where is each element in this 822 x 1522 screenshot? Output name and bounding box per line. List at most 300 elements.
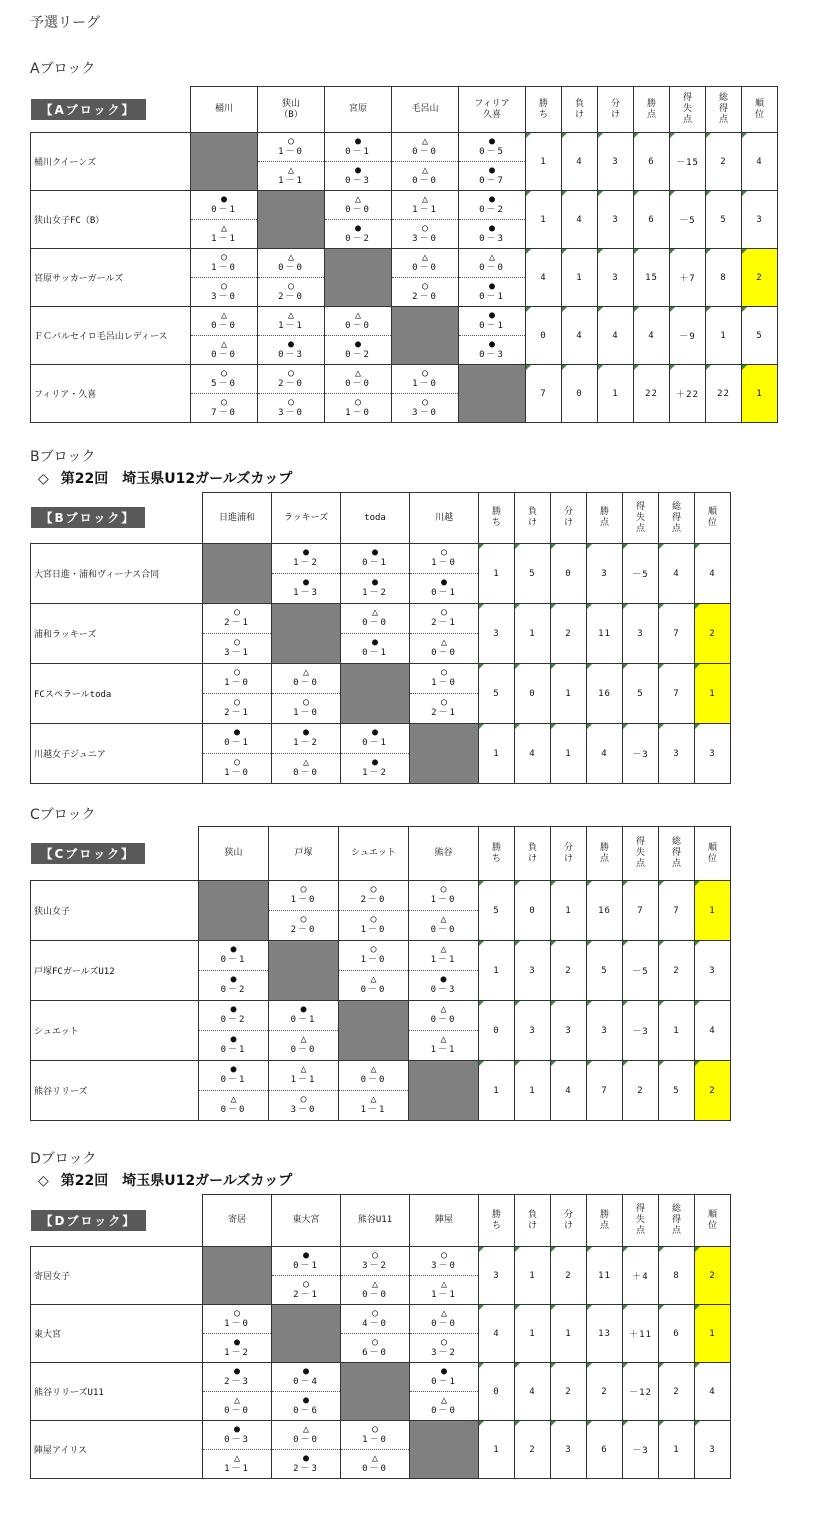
stat-header: 勝 ち xyxy=(479,493,515,544)
result-symbol-icon: ● xyxy=(233,1365,241,1377)
match-score: 0－1 xyxy=(224,738,250,748)
block-label-cell xyxy=(31,827,199,881)
result-symbol-icon: ● xyxy=(302,547,310,558)
block-label-cell xyxy=(31,87,191,133)
result-symbol-icon: △ xyxy=(370,1094,377,1105)
goals-for-cell: 5 xyxy=(706,191,742,249)
result-symbol-icon: ● xyxy=(371,727,379,738)
block-label: 【Bブロック】 xyxy=(31,507,146,528)
first-leg-result xyxy=(325,133,392,162)
match-score: 3－0 xyxy=(290,1105,317,1115)
goals-for-cell: 8 xyxy=(659,1247,695,1305)
wins-cell: 0 xyxy=(479,1363,515,1421)
first-leg-result xyxy=(258,365,325,394)
match-score: 0－0 xyxy=(293,768,319,778)
losses-cell: 1 xyxy=(515,604,551,664)
result-symbol-icon: ● xyxy=(440,1365,448,1377)
match-score: 0－0 xyxy=(412,262,438,273)
match-score: 2－0 xyxy=(290,925,317,935)
match-score: 1－0 xyxy=(224,678,250,688)
goal-diff-cell: 7 xyxy=(623,881,659,941)
match-score: 0－3 xyxy=(224,1434,250,1445)
result-symbol-icon: △ xyxy=(354,367,362,379)
points-cell: 15 xyxy=(634,249,670,307)
match-score: 0－3 xyxy=(278,349,304,360)
stat-header: 得 失 点 xyxy=(623,1195,659,1247)
second-leg-result xyxy=(339,971,409,1001)
team-row xyxy=(31,1247,731,1276)
first-leg-result xyxy=(203,604,272,634)
rank-cell: 4 xyxy=(695,1001,731,1061)
self-match-cell xyxy=(392,307,459,365)
points-cell: 4 xyxy=(634,307,670,365)
result-symbol-icon: ○ xyxy=(300,884,307,895)
result-symbol-icon: ○ xyxy=(370,884,377,895)
league-table xyxy=(30,492,731,784)
result-symbol-icon: ● xyxy=(302,1394,310,1406)
first-leg-result xyxy=(341,604,410,634)
match-score: 1－1 xyxy=(430,955,457,965)
losses-cell: 4 xyxy=(562,133,598,191)
result-symbol-icon: ○ xyxy=(233,637,241,648)
first-leg-result xyxy=(203,1421,272,1450)
result-symbol-icon: ● xyxy=(302,1249,310,1261)
second-leg-result xyxy=(325,162,392,191)
first-leg-result xyxy=(339,1061,409,1091)
first-leg-result xyxy=(272,1421,341,1450)
first-leg-result xyxy=(409,881,479,911)
second-leg-result xyxy=(410,1392,479,1421)
draws-cell: 3 xyxy=(551,1421,587,1479)
match-score: 1－2 xyxy=(224,1347,250,1358)
first-leg-result xyxy=(392,249,459,278)
team-name: 宮原サッカーガールズ xyxy=(31,249,191,307)
result-symbol-icon: ● xyxy=(230,1034,237,1045)
wins-cell: 0 xyxy=(526,307,562,365)
match-score: 0－1 xyxy=(220,1075,247,1085)
match-score: 1－2 xyxy=(293,738,319,748)
result-symbol-icon: ○ xyxy=(371,1307,379,1319)
first-leg-result xyxy=(199,1061,269,1091)
points-cell: 7 xyxy=(587,1061,623,1121)
wins-cell: 1 xyxy=(526,133,562,191)
second-leg-result xyxy=(459,278,526,307)
match-score: 0－0 xyxy=(293,678,319,688)
result-symbol-icon: △ xyxy=(300,1064,307,1075)
result-symbol-icon: △ xyxy=(220,338,228,350)
second-leg-result xyxy=(410,574,479,604)
result-symbol-icon: ○ xyxy=(233,607,241,618)
result-symbol-icon: △ xyxy=(440,914,447,925)
result-symbol-icon: ● xyxy=(440,577,448,588)
match-score: 0－0 xyxy=(278,262,304,273)
second-leg-result xyxy=(392,220,459,249)
losses-cell: 4 xyxy=(515,724,551,784)
second-leg-result xyxy=(339,911,409,941)
first-leg-result xyxy=(392,133,459,162)
result-symbol-icon: ● xyxy=(302,727,310,738)
wins-cell: 1 xyxy=(479,1061,515,1121)
match-score: 1－1 xyxy=(278,320,304,331)
match-score: 3－2 xyxy=(362,1260,388,1271)
wins-cell: 1 xyxy=(479,544,515,604)
result-symbol-icon: ● xyxy=(488,338,496,350)
result-symbol-icon: ○ xyxy=(233,1307,241,1319)
match-score: 1－0 xyxy=(362,1434,388,1445)
team-name: 狭山女子FC（B） xyxy=(31,191,191,249)
result-symbol-icon: △ xyxy=(354,309,362,321)
opponent-header: 寄居 xyxy=(203,1195,272,1247)
match-score: 2－1 xyxy=(224,708,250,718)
points-cell: 6 xyxy=(634,133,670,191)
stat-header: 勝 ち xyxy=(479,827,515,881)
team-row xyxy=(31,249,778,278)
stat-header: 総 得 点 xyxy=(659,493,695,544)
goals-for-cell: 3 xyxy=(659,724,695,784)
second-leg-result xyxy=(341,574,410,604)
rank-cell: 5 xyxy=(742,307,778,365)
match-score: 1－1 xyxy=(412,204,438,215)
first-leg-result xyxy=(410,1363,479,1392)
self-match-cell xyxy=(203,544,272,604)
first-leg-result xyxy=(191,365,258,394)
match-score: 1－1 xyxy=(360,1105,387,1115)
first-leg-result xyxy=(191,249,258,278)
goal-diff-cell: －5 xyxy=(623,544,659,604)
result-symbol-icon: △ xyxy=(421,193,429,205)
result-symbol-icon: ● xyxy=(488,309,496,321)
points-cell: 13 xyxy=(587,1305,623,1363)
result-symbol-icon: ○ xyxy=(287,367,295,379)
second-leg-result xyxy=(410,1334,479,1363)
first-leg-result xyxy=(410,1247,479,1276)
match-score: 1－1 xyxy=(211,233,237,244)
match-score: 3－2 xyxy=(431,1347,457,1358)
team-name: 寄居女子 xyxy=(31,1247,203,1305)
result-symbol-icon: △ xyxy=(440,1004,447,1015)
result-symbol-icon: ● xyxy=(230,1064,237,1075)
second-leg-result xyxy=(272,1450,341,1479)
points-cell: 3 xyxy=(587,1001,623,1061)
match-score: 0－0 xyxy=(362,1289,388,1300)
first-leg-result xyxy=(341,1305,410,1334)
second-leg-result xyxy=(258,162,325,191)
goals-for-cell: 1 xyxy=(706,307,742,365)
match-score: 0－0 xyxy=(220,1105,247,1115)
rank-cell: 1 xyxy=(695,881,731,941)
match-score: 0－2 xyxy=(220,1015,247,1025)
team-name: 川越女子ジュニア xyxy=(31,724,203,784)
team-row xyxy=(31,1421,731,1450)
draws-cell: 2 xyxy=(551,1363,587,1421)
result-symbol-icon: ● xyxy=(488,193,496,205)
result-symbol-icon: ● xyxy=(300,1004,307,1015)
stat-header: 分 け xyxy=(598,87,634,133)
second-leg-result xyxy=(258,278,325,307)
match-score: 1－0 xyxy=(431,558,457,568)
self-match-cell xyxy=(203,1247,272,1305)
rank-cell: 1 xyxy=(742,365,778,423)
result-symbol-icon: ● xyxy=(354,338,362,350)
match-score: 2－1 xyxy=(431,618,457,628)
result-symbol-icon: ○ xyxy=(220,280,228,292)
match-score: 1－0 xyxy=(224,768,250,778)
rank-cell: 4 xyxy=(695,544,731,604)
goals-for-cell: 7 xyxy=(659,604,695,664)
opponent-header: 熊谷U11 xyxy=(341,1195,410,1247)
goal-diff-cell: －12 xyxy=(623,1363,659,1421)
points-cell: 16 xyxy=(587,881,623,941)
first-leg-result xyxy=(199,941,269,971)
match-score: 0－3 xyxy=(479,233,505,244)
goal-diff-cell: 2 xyxy=(623,1061,659,1121)
team-name: シュエット xyxy=(31,1001,199,1061)
goals-for-cell: 22 xyxy=(706,365,742,423)
second-leg-result xyxy=(199,1031,269,1061)
losses-cell: 0 xyxy=(562,365,598,423)
second-leg-result xyxy=(459,336,526,365)
rank-cell: 1 xyxy=(695,1305,731,1363)
losses-cell: 0 xyxy=(515,664,551,724)
first-leg-result xyxy=(410,604,479,634)
goals-for-cell: 2 xyxy=(659,1363,695,1421)
result-symbol-icon: ○ xyxy=(354,396,362,408)
result-symbol-icon: ● xyxy=(371,637,379,648)
match-score: 3－0 xyxy=(431,1260,457,1271)
result-symbol-icon: △ xyxy=(220,309,228,321)
draws-cell: 3 xyxy=(598,249,634,307)
result-symbol-icon: ● xyxy=(440,974,447,985)
block-heading: Bブロック xyxy=(30,449,96,465)
result-symbol-icon: ○ xyxy=(220,367,228,379)
result-symbol-icon: ○ xyxy=(421,222,429,234)
self-match-cell xyxy=(410,724,479,784)
tournament-name: 第22回 埼玉県U12ガールズカップ xyxy=(60,471,293,487)
goal-diff-cell: ＋4 xyxy=(623,1247,659,1305)
result-symbol-icon: ○ xyxy=(370,944,377,955)
result-symbol-icon: △ xyxy=(371,607,379,618)
match-score: 0－4 xyxy=(293,1376,319,1387)
second-leg-result xyxy=(199,971,269,1001)
result-symbol-icon: ● xyxy=(230,1004,237,1015)
match-score: 0－1 xyxy=(431,588,457,598)
team-row xyxy=(31,881,731,911)
first-leg-result xyxy=(203,664,272,694)
match-score: 2－0 xyxy=(278,378,304,389)
rank-cell: 3 xyxy=(742,191,778,249)
match-score: 0－0 xyxy=(345,320,371,331)
first-leg-result xyxy=(325,307,392,336)
match-score: 0－0 xyxy=(431,648,457,658)
match-score: 0－0 xyxy=(345,204,371,215)
result-symbol-icon: ● xyxy=(354,164,362,176)
draws-cell: 3 xyxy=(598,133,634,191)
match-score: 0－1 xyxy=(290,1015,317,1025)
goals-for-cell: 1 xyxy=(659,1001,695,1061)
match-score: 1－1 xyxy=(224,1463,250,1474)
self-match-cell xyxy=(459,365,526,423)
team-row xyxy=(31,365,778,394)
result-symbol-icon: △ xyxy=(230,1094,237,1105)
result-symbol-icon: ○ xyxy=(440,884,447,895)
first-leg-result xyxy=(325,365,392,394)
team-name: 大宮日進・浦和ヴィーナス合同 xyxy=(31,544,203,604)
first-leg-result xyxy=(272,544,341,574)
stat-header: 総 得 点 xyxy=(659,827,695,881)
header-row xyxy=(31,87,778,133)
match-score: 0－1 xyxy=(431,1376,457,1387)
first-leg-result xyxy=(392,191,459,220)
match-score: 3－0 xyxy=(278,407,304,418)
match-score: 1－0 xyxy=(412,378,438,389)
team-name: 狭山女子 xyxy=(31,881,199,941)
draws-cell: 4 xyxy=(598,307,634,365)
match-score: 1－2 xyxy=(293,558,319,568)
result-symbol-icon: ○ xyxy=(233,667,241,678)
result-symbol-icon: ○ xyxy=(220,251,228,263)
first-leg-result xyxy=(459,249,526,278)
team-name: 熊谷リリーズU11 xyxy=(31,1363,203,1421)
second-leg-result xyxy=(341,634,410,664)
match-score: 3－0 xyxy=(412,407,438,418)
rank-cell: 4 xyxy=(742,133,778,191)
result-symbol-icon: ○ xyxy=(220,396,228,408)
draws-cell: 3 xyxy=(598,191,634,249)
wins-cell: 3 xyxy=(479,1247,515,1305)
match-score: 0－0 xyxy=(345,378,371,389)
result-symbol-icon: ○ xyxy=(287,280,295,292)
draws-cell: 2 xyxy=(551,1247,587,1305)
match-score: 0－0 xyxy=(211,320,237,331)
opponent-header: 戸塚 xyxy=(269,827,339,881)
draws-cell: 3 xyxy=(551,1001,587,1061)
points-cell: 11 xyxy=(587,604,623,664)
goals-for-cell: 5 xyxy=(659,1061,695,1121)
match-score: 2－1 xyxy=(293,1289,319,1300)
diamond-icon: ◇ xyxy=(38,1173,49,1189)
goals-for-cell: 2 xyxy=(659,941,695,1001)
opponent-header: ラッキーズ xyxy=(272,493,341,544)
match-score: 1－1 xyxy=(431,1289,457,1300)
opponent-header: 宮原 xyxy=(325,87,392,133)
match-score: 0－3 xyxy=(345,175,371,186)
points-cell: 3 xyxy=(587,544,623,604)
opponent-header: toda xyxy=(341,493,410,544)
team-name: フィリア・久喜 xyxy=(31,365,191,423)
points-cell: 22 xyxy=(634,365,670,423)
result-symbol-icon: ○ xyxy=(233,757,241,768)
result-symbol-icon: ○ xyxy=(371,1336,379,1348)
stat-header: 負 け xyxy=(515,1195,551,1247)
match-score: 0－7 xyxy=(479,175,505,186)
result-symbol-icon: ○ xyxy=(421,367,429,379)
wins-cell: 1 xyxy=(479,724,515,784)
result-symbol-icon: ○ xyxy=(287,396,295,408)
result-symbol-icon: △ xyxy=(440,1394,448,1406)
team-row xyxy=(31,544,731,574)
self-match-cell xyxy=(339,1001,409,1061)
result-symbol-icon: △ xyxy=(302,667,310,678)
result-symbol-icon: ● xyxy=(488,135,496,147)
losses-cell: 4 xyxy=(562,307,598,365)
self-match-cell xyxy=(341,664,410,724)
points-cell: 6 xyxy=(587,1421,623,1479)
result-symbol-icon: ○ xyxy=(300,914,307,925)
second-leg-result xyxy=(191,394,258,423)
second-leg-result xyxy=(203,1450,272,1479)
block-heading: Cブロック xyxy=(30,807,96,823)
team-row xyxy=(31,604,731,634)
second-leg-result xyxy=(272,754,341,784)
draws-cell: 4 xyxy=(551,1061,587,1121)
header-row xyxy=(31,1195,731,1247)
match-score: 1－3 xyxy=(293,588,319,598)
stat-header: 勝 ち xyxy=(526,87,562,133)
second-leg-result xyxy=(325,394,392,423)
rank-cell: 3 xyxy=(695,941,731,1001)
match-score: 0－0 xyxy=(360,1075,387,1085)
draws-cell: 1 xyxy=(551,1305,587,1363)
stat-header: 得 失 点 xyxy=(670,87,706,133)
match-score: 1－1 xyxy=(278,175,304,186)
result-symbol-icon: △ xyxy=(370,1064,377,1075)
result-symbol-icon: ● xyxy=(354,222,362,234)
rank-cell: 4 xyxy=(695,1363,731,1421)
self-match-cell xyxy=(272,604,341,664)
second-leg-result xyxy=(199,1091,269,1121)
first-leg-result xyxy=(341,1247,410,1276)
second-leg-result xyxy=(272,694,341,724)
team-row xyxy=(31,307,778,336)
first-leg-result xyxy=(339,881,409,911)
result-symbol-icon: ● xyxy=(287,338,295,350)
match-score: 2－0 xyxy=(412,291,438,302)
stat-header: 勝 点 xyxy=(587,493,623,544)
match-score: 0－2 xyxy=(220,985,247,995)
result-symbol-icon: △ xyxy=(421,135,429,147)
stat-header: 負 け xyxy=(515,493,551,544)
first-leg-result xyxy=(341,724,410,754)
match-score: 2－3 xyxy=(224,1376,250,1387)
match-score: 1－2 xyxy=(362,588,388,598)
first-leg-result xyxy=(269,881,339,911)
self-match-cell xyxy=(325,249,392,307)
second-leg-result xyxy=(392,278,459,307)
second-leg-result xyxy=(409,1031,479,1061)
first-leg-result xyxy=(203,724,272,754)
block-heading: Aブロック xyxy=(30,61,96,77)
opponent-header: 東大宮 xyxy=(272,1195,341,1247)
opponent-header: 桶川 xyxy=(191,87,258,133)
tournament-subtitle xyxy=(38,468,292,488)
match-score: 2－0 xyxy=(278,291,304,302)
first-leg-result xyxy=(339,941,409,971)
second-leg-result xyxy=(325,220,392,249)
result-symbol-icon: △ xyxy=(440,1307,448,1319)
result-symbol-icon: ○ xyxy=(233,697,241,708)
block-label-cell xyxy=(31,1195,203,1247)
opponent-header: 毛呂山 xyxy=(392,87,459,133)
result-symbol-icon: △ xyxy=(287,164,295,176)
self-match-cell xyxy=(191,133,258,191)
stat-header: 得 失 点 xyxy=(623,827,659,881)
first-leg-result xyxy=(341,1421,410,1450)
match-score: 4－0 xyxy=(362,1318,388,1329)
goals-for-cell: 7 xyxy=(659,881,695,941)
match-score: 0－0 xyxy=(430,925,457,935)
header-row xyxy=(31,493,731,544)
first-leg-result xyxy=(459,133,526,162)
